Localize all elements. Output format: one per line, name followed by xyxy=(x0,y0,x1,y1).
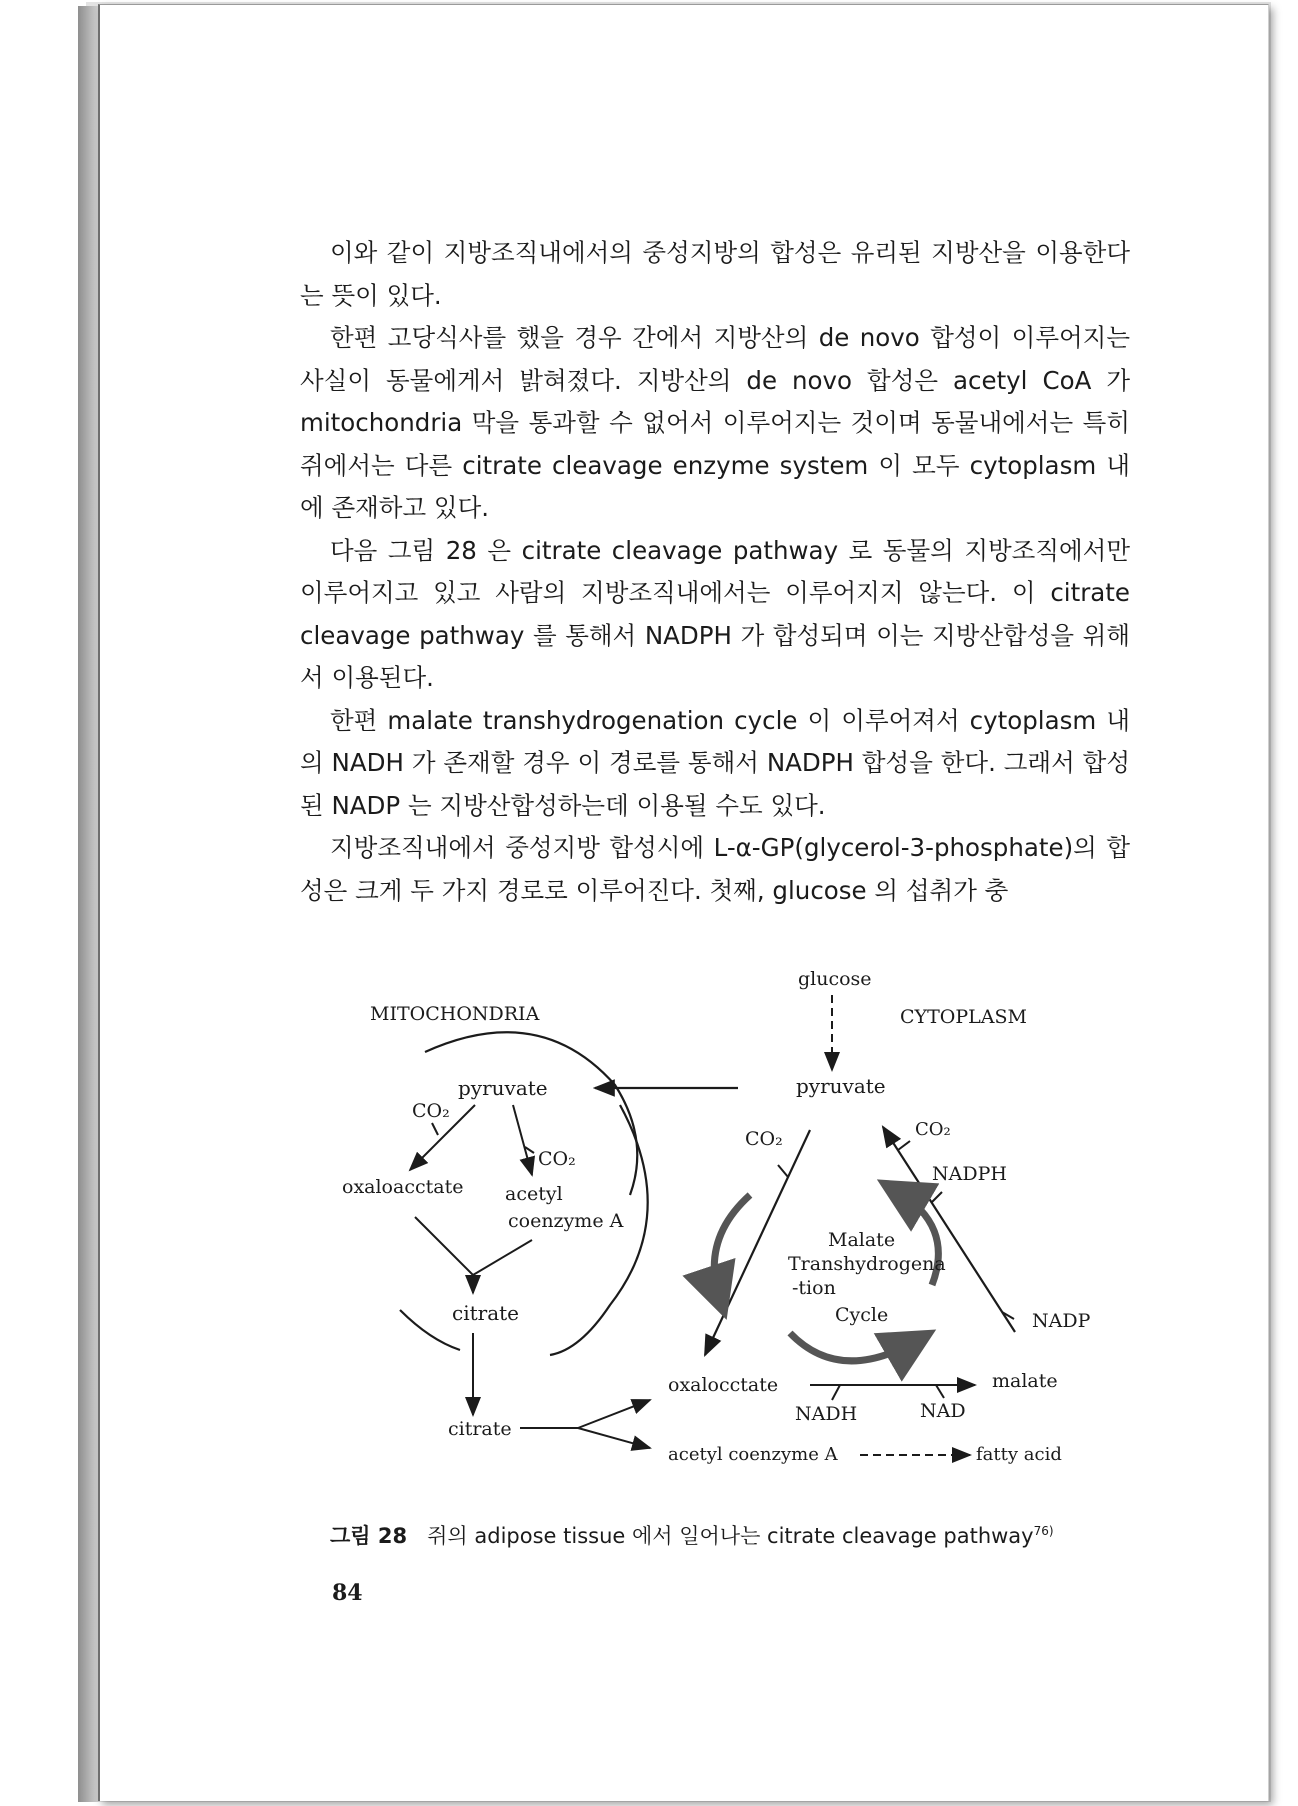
citrate-cleavage-diagram xyxy=(320,955,1120,1500)
page-number: 84 xyxy=(332,1580,363,1606)
label-acetyl-cyto: acetyl coenzyme A xyxy=(668,1444,838,1465)
arrow-pyruvate-acetyl xyxy=(513,1105,532,1175)
paragraph-1: 이와 같이 지방조직내에서의 중성지방의 합성은 유리된 지방산을 이용한다는 뜻이 있다. xyxy=(300,238,1130,310)
label-nadph: NADPH xyxy=(932,1163,1007,1185)
co2-tick-tri-right xyxy=(898,1141,910,1150)
arrow-citrate-oxaloacetate xyxy=(578,1400,650,1428)
figure-caption xyxy=(330,1520,1170,1550)
label-co2-tri-right: CO₂ xyxy=(915,1119,951,1140)
label-cycle-4: Cycle xyxy=(835,1304,889,1326)
nad-tick xyxy=(936,1385,944,1398)
label-co2-tri-left: CO₂ xyxy=(745,1128,783,1150)
caption-text: 쥐의 adipose tissue 에서 일어나는 citrate cleavage pathway xyxy=(427,1524,1034,1548)
label-malate: malate xyxy=(992,1370,1058,1392)
paragraph-5: 지방조직내에서 중성지방 합성시에 L-α-GP(glycerol-3-phosphate)의 합성은 크게 두 가지 경로로 이루어진다. 첫째, glucose 의 섭취가 충 xyxy=(300,833,1130,905)
label-citrate-cyto: citrate xyxy=(448,1418,512,1440)
label-mitochondria: MITOCHONDRIA xyxy=(370,1003,540,1025)
co2-tick-tri-left xyxy=(778,1165,788,1177)
label-co2-left: CO₂ xyxy=(412,1100,450,1122)
arrow-malate-to-pyruvate-cyto xyxy=(883,1127,1015,1332)
label-pyruvate-mito: pyruvate xyxy=(458,1076,548,1100)
label-cycle-2: Transhydrogena xyxy=(788,1253,946,1275)
co2-tick-left xyxy=(432,1123,438,1135)
line-acetyl-citrate xyxy=(473,1240,532,1275)
caption-label: 그림 28 xyxy=(330,1524,408,1548)
label-acetyl-mito-2: coenzyme A xyxy=(508,1210,624,1232)
label-cycle-3: -tion xyxy=(792,1277,836,1299)
label-cytoplasm: CYTOPLASM xyxy=(900,1006,1027,1028)
nadph-tick xyxy=(932,1192,942,1202)
paragraph-2: 한편 고당식사를 했을 경우 간에서 지방산의 de novo 합성이 이루어지는 사실이 동물에게서 밝혀졌다. 지방산의 de novo 합성은 acetyl CoA 가 mitochondria 막을 통과할 수 없어서 이루어지는 것이며 동물내에서는 특히 쥐에서는 다른 citrate cleavage enzyme system 이 모두 cytoplasm 내에 존재하고 있다. xyxy=(300,323,1130,522)
paragraph-3: 다음 그림 28 은 citrate cleavage pathway 로 동물의 지방조직에서만 이루어지고 있고 사람의 지방조직내에서는 이루어지지 않는다. 이 citrate cleavage pathway 를 통해서 NADPH 가 합성되며 이는 지방산합성을 위해서 이용된다. xyxy=(300,535,1130,692)
label-acetyl-mito-1: acetyl xyxy=(505,1183,563,1205)
label-pyruvate-cyto: pyruvate xyxy=(796,1074,886,1098)
label-nadh: NADH xyxy=(795,1403,858,1425)
label-nad: NAD xyxy=(920,1400,966,1422)
nadh-tick xyxy=(832,1385,840,1400)
caption-ref: 76) xyxy=(1033,1524,1054,1538)
paragraph-4: 한편 malate transhydrogenation cycle 이 이루어져서 cytoplasm 내의 NADH 가 존재할 경우 이 경로를 통해서 NADPH 합성을 한다. 그래서 합성된 NADP 는 지방산합성하는데 이용될 수도 있다. xyxy=(300,705,1130,820)
page-binding-edge xyxy=(78,6,100,1802)
label-citrate-mito: citrate xyxy=(452,1301,519,1325)
body-text xyxy=(300,232,1130,912)
label-oxaloacetate-mito: oxaloacctate xyxy=(342,1176,464,1198)
label-glucose: glucose xyxy=(798,968,872,990)
label-oxaloacetate-cyto: oxalocctate xyxy=(668,1374,779,1396)
mito-membrane-lower xyxy=(400,1310,460,1350)
label-fatty-acid: fatty acid xyxy=(976,1444,1062,1465)
arrow-citrate-acetyl xyxy=(578,1428,650,1448)
label-nadp: NADP xyxy=(1032,1310,1091,1332)
line-oxaloacetate-citrate xyxy=(415,1217,473,1275)
cycle-arrow-left xyxy=(714,1195,750,1300)
label-cycle-1: Malate xyxy=(828,1229,896,1251)
label-co2-mid: CO₂ xyxy=(538,1148,576,1170)
cycle-arrow-bottom xyxy=(790,1333,918,1361)
